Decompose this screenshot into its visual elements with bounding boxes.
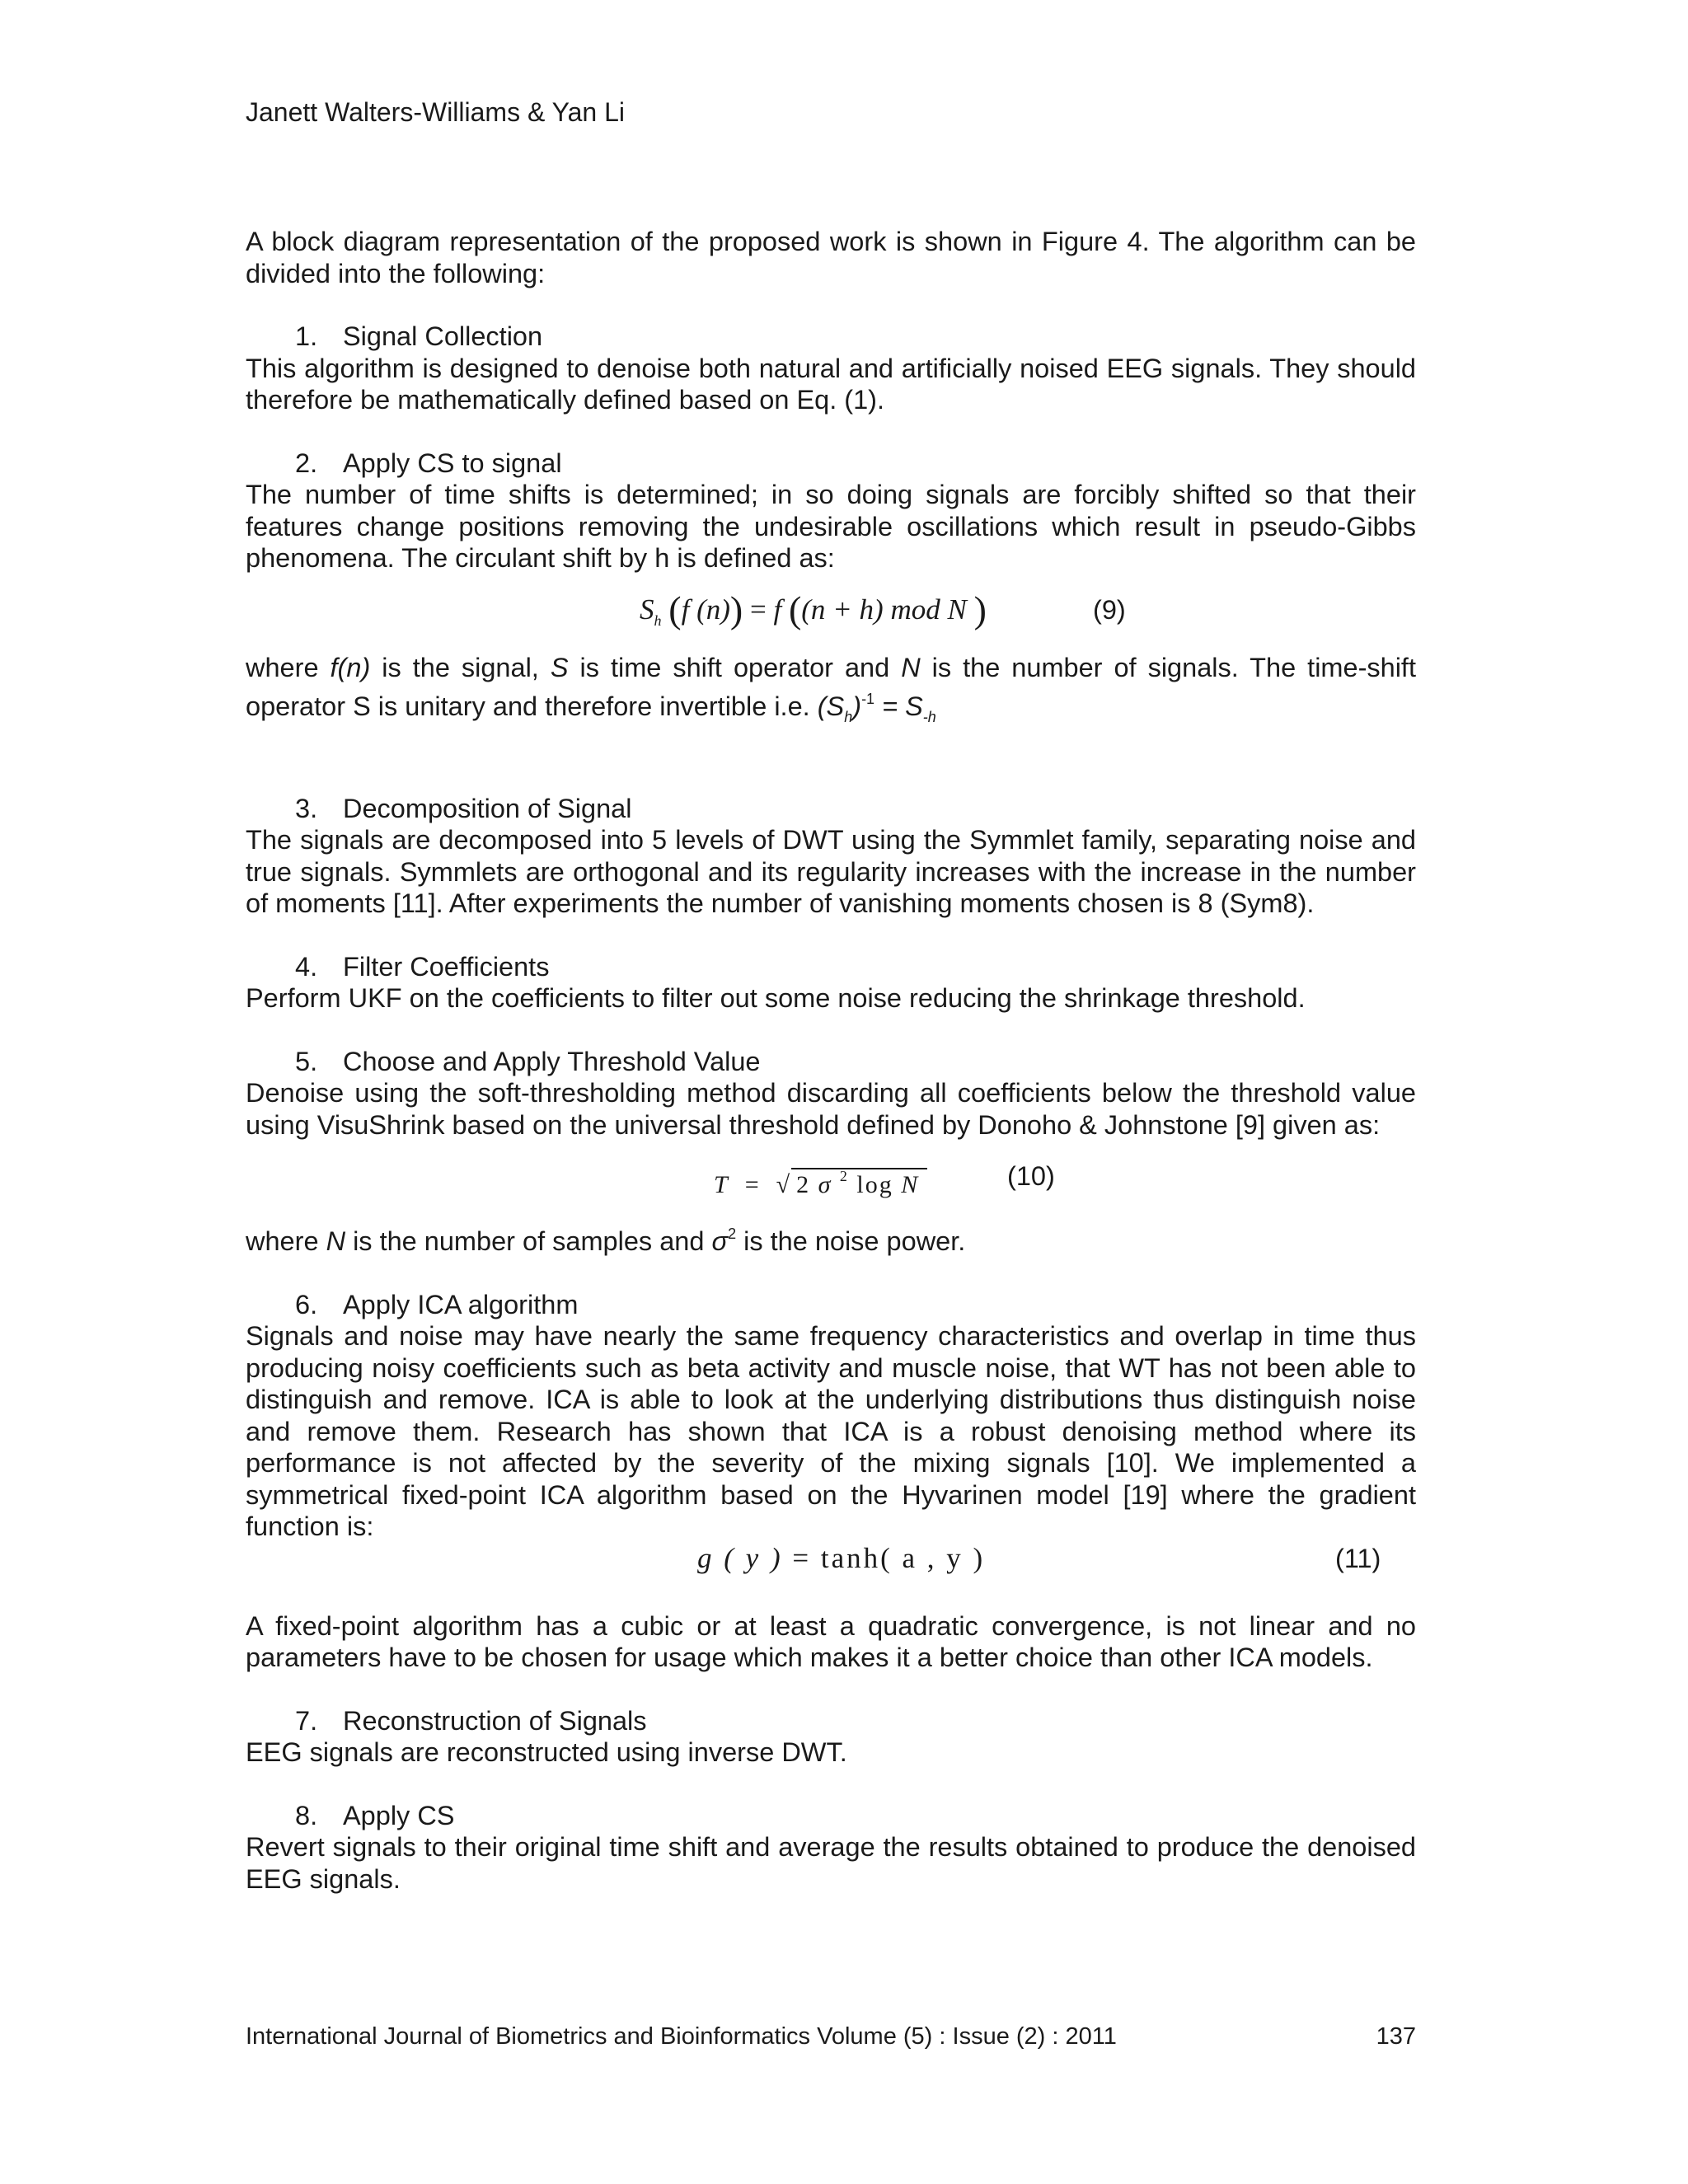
equation-9-where: where f(n) is the signal, S is time shift operator and N is the number of signals. The time-shift operator S is unitary and therefore invertible i.e. $(S_h)^{-1} = S_{-h}$ xyxy=(246,652,1416,725)
step-2-body: The number of time shifts is determined; in so doing signals are forcibly shifted so that their features change positions removing the undesirable oscillations which result in pseudo-Gibbs phenomena. The circulant shift by h is defined as: xyxy=(246,480,1416,573)
intro-paragraph: A block diagram representation of the proposed work is shown in Figure 4. The algorithm can be divided into the following: xyxy=(246,227,1416,288)
step-5-heading: 5. Choose and Apply Threshold Value xyxy=(295,1046,761,1076)
step-8-body: Revert signals to their original time shift and average the results obtained to produce the denoised EEG signals. xyxy=(246,1832,1416,1894)
page-footer xyxy=(246,2023,1416,2050)
running-header: Janett Walters-Williams & Yan Li xyxy=(246,97,625,127)
step-6-heading: 6. Apply ICA algorithm xyxy=(295,1289,579,1319)
step-3-heading: 3. Decomposition of Signal xyxy=(295,793,632,823)
step-4-heading: 4. Filter Coefficients xyxy=(295,951,550,982)
journal-citation: International Journal of Biometrics and Bioinformatics Volume (5) : Issue (2) : 2011 xyxy=(246,2023,1117,2050)
sqrt-symbol: √ xyxy=(776,1171,792,1198)
step-8-heading: 8. Apply CS xyxy=(295,1800,455,1830)
step-6-body: Signals and noise may have nearly the same frequency characteristics and overlap in time thus producing noisy coefficients such as beta activity and muscle noise, that WT has not been able to distinguish and remove. ICA is able to look at the underlying distributions thus distinguish noise and remove them. Research has shown that ICA is a robust denoising method where its performance is not affected by the severity of the mixing signals [10]. We implemented a symmetrical fixed-point ICA algorithm based on the Hyvarinen model [19] where the gradient function is: xyxy=(246,1321,1416,1541)
step-2-heading: 2. Apply CS to signal xyxy=(295,448,562,478)
equation-10: T = √ 2 σ $^2$ log N (10) xyxy=(714,1161,1055,1198)
step-3-body: The signals are decomposed into 5 levels of DWT using the Symmlet family, separating noise and true signals. Symmlets are orthogonal and its regularity increases with the increase in the number of moments [11]. After experiments the number of vanishing moments chosen is 8 (Sym8). xyxy=(246,825,1416,918)
after-equation-11: A fixed-point algorithm has a cubic or at least a quadratic convergence, is not linear and no parameters have to be chosen for usage which makes it a better choice than other ICA models. xyxy=(246,1610,1416,1672)
equation-10-where: where N is the number of samples and $\sigma^2$ is the noise power. xyxy=(246,1226,966,1256)
step-5-body: Denoise using the soft-thresholding method discarding all coefficients below the threshold value using VisuShrink based on the universal threshold defined by Donoho & Johnstone [9] given as: xyxy=(246,1078,1416,1140)
step-7-body: EEG signals are reconstructed using inverse DWT. xyxy=(246,1737,847,1767)
step-7-heading: 7. Reconstruction of Signals xyxy=(295,1705,647,1736)
step-4-body: Perform UKF on the coefficients to filter out some noise reducing the shrinkage threshold. xyxy=(246,983,1306,1013)
step-1-heading: 1. Signal Collection xyxy=(295,321,543,351)
page-number: 137 xyxy=(1376,2023,1416,2050)
equation-9: $S_h$ (f (n)) = f ((n + h) mod N ) (9) xyxy=(640,588,1126,630)
equation-11: g ( y ) = tanh( a , y ) (11) xyxy=(697,1541,1381,1574)
step-1-body: This algorithm is designed to denoise both natural and artificially noised EEG signals. They should therefore be mathematically defined based on Eq. (1). xyxy=(246,353,1416,415)
main-content xyxy=(246,226,1416,1895)
